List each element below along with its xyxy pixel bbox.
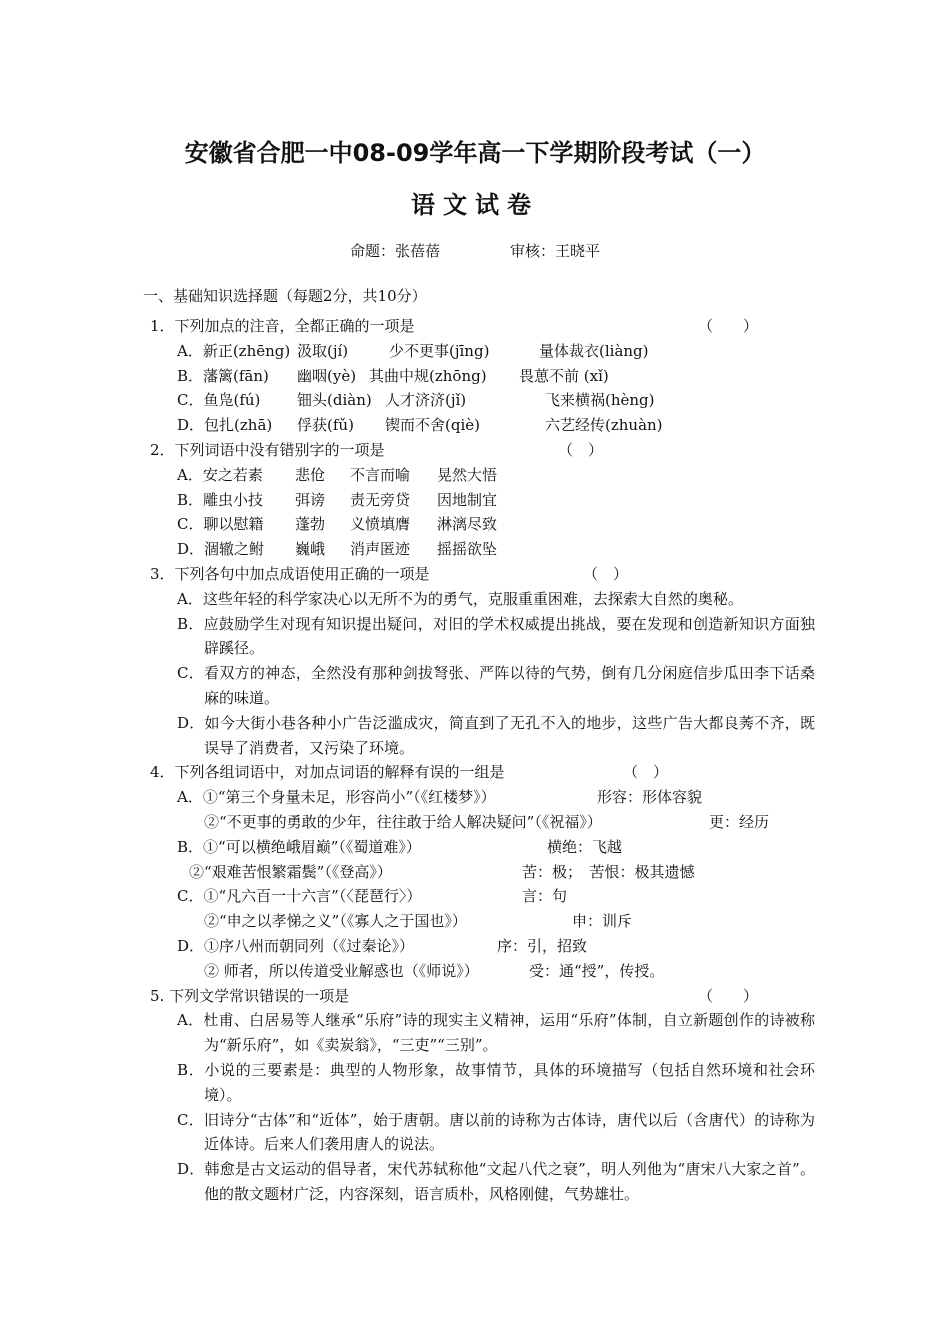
text-segment: A．安之若素 bbox=[177, 465, 263, 484]
text-segment: 汲取(jí) bbox=[297, 341, 349, 360]
question-4 bbox=[150, 760, 815, 785]
option-a: A．杜甫、白居易等人继承“乐府”诗的现实主义精神，运用“乐府”体制，自立新题创作的诗被称为“新乐府”，如《卖炭翁》，“三吏”“三别”。 bbox=[177, 1011, 815, 1055]
option-d: D．韩愈是古文运动的倡导者，宋代苏轼称他“文起八代之衰”，明人列他为“唐宋八大家之首”。他的散文题材广泛，内容深刻，语言质朴，风格刚健，气势雄壮。 bbox=[177, 1160, 815, 1203]
text-segment: 淋漓尽致 bbox=[437, 515, 498, 534]
option-c bbox=[177, 512, 815, 537]
text-segment: 其曲中规(zhōng) bbox=[369, 366, 487, 385]
text-segment: 钿头(diàn) bbox=[297, 391, 372, 410]
question-5 bbox=[150, 984, 815, 1009]
text-segment: 受：通“授”，传授。 bbox=[529, 961, 665, 980]
text-segment: A．①“第三个身量未足，形容尚小”（《红楼梦》） bbox=[177, 788, 496, 807]
text-segment: C．聊以慰籍 bbox=[177, 515, 264, 534]
option-c: C．旧诗分“古体”和“近体”，始于唐朝。唐以前的诗称为古体诗，唐代以后（含唐代）的诗称为近体诗。后来人们袭用唐人的说法。 bbox=[177, 1110, 815, 1154]
section-heading: 一、基础知识选择题（每题2分，共10分） bbox=[143, 287, 427, 305]
exam-subtitle: 语文试卷 bbox=[411, 191, 539, 219]
text-segment: 更：经历 bbox=[709, 812, 770, 831]
option-d bbox=[177, 537, 815, 562]
exam-title: 安徽省合肥一中08-09学年高一下学期阶段考试（一） bbox=[184, 139, 766, 167]
text-segment: 俘获(fǔ) bbox=[297, 416, 354, 435]
option-c-2 bbox=[177, 909, 815, 934]
question-3-options bbox=[150, 587, 815, 761]
text-segment: ②“艰难苦恨繁霜鬓”（《登高》） bbox=[189, 862, 392, 881]
text-segment: 幽咽(yè) bbox=[297, 366, 357, 385]
option-b: B．应鼓励学生对现有知识提出疑问，对旧的学术权威提出挑战，要在发现和创造新知识方面独辟蹊径。 bbox=[177, 614, 815, 658]
text-segment: 横绝：飞越 bbox=[547, 837, 623, 856]
text-segment: 消声匿迹 bbox=[350, 540, 411, 559]
author: 命题：张蓓蓓 bbox=[349, 242, 440, 260]
option-a bbox=[177, 339, 815, 364]
option-b-2 bbox=[177, 860, 815, 885]
text-segment: 形容：形体容貌 bbox=[597, 788, 703, 807]
text-segment: A．新正(zhēng) bbox=[177, 341, 291, 360]
option-c-1 bbox=[177, 884, 815, 909]
text-segment: 畏葸不前 (xǐ) bbox=[519, 366, 609, 385]
question-stem: 5. 下列文学常识错误的一项是 bbox=[150, 986, 350, 1005]
text-segment: 言：句 bbox=[522, 887, 568, 906]
text-segment: 义愤填膺 bbox=[350, 515, 411, 534]
option-b-1 bbox=[177, 835, 815, 860]
answer-paren: （ ） bbox=[583, 564, 629, 583]
text-segment: ②“申之以孝悌之义”（《寡人之于国也》） bbox=[204, 912, 467, 931]
option-d: D．如今大街小巷各种小广告泛滥成灾，简直到了无孔不入的地步，这些广告大都良莠不齐，既误导了消费者，又污染了环境。 bbox=[177, 713, 815, 757]
option-c: C．看双方的神态，全然没有那种剑拔弩张、严阵以待的气势，倒有几分闲庭信步瓜田李下话桑麻的味道。 bbox=[177, 664, 815, 707]
question-stem: 3．下列各句中加点成语使用正确的一项是 bbox=[150, 564, 430, 583]
text-segment: B．①“可以横绝峨眉巅”（《蜀道难》） bbox=[177, 837, 421, 856]
author-line bbox=[0, 240, 950, 261]
question-stem: 2．下列词语中没有错别字的一项是 bbox=[150, 440, 385, 459]
option-a: A．这些年轻的科学家决心以无所不为的勇气，克服重重困难，去探索大自然的奥秘。 bbox=[177, 589, 743, 608]
answer-paren: （ ） bbox=[698, 317, 759, 335]
text-segment: 序：引，招致 bbox=[497, 936, 588, 955]
answer-paren: （ ） bbox=[698, 986, 759, 1005]
question-stem: 4．下列各组词语中，对加点词语的解释有误的一组是 bbox=[150, 763, 505, 782]
answer-paren: （ ） bbox=[558, 440, 604, 459]
text-segment: 因地制宜 bbox=[437, 490, 498, 509]
text-segment: D．①序八州而朝同列（《过秦论》） bbox=[177, 936, 415, 955]
questions bbox=[150, 314, 815, 1207]
text-segment: 少不更事(jīng) bbox=[389, 341, 490, 360]
text-segment: 锲而不舍(qiè) bbox=[385, 416, 480, 435]
question-4-options bbox=[150, 785, 815, 983]
text-segment: 飞来横祸(hèng) bbox=[545, 391, 655, 410]
answer-paren: （ ） bbox=[623, 763, 669, 782]
text-segment: C．鱼凫(fú) bbox=[177, 391, 261, 410]
option-d bbox=[177, 413, 815, 438]
option-a bbox=[177, 463, 815, 488]
option-b: B．小说的三要素是：典型的人物形象，故事情节，具体的环境描写（包括自然环境和社会环境）。 bbox=[177, 1060, 815, 1104]
option-b bbox=[177, 364, 815, 389]
question-2 bbox=[150, 438, 815, 463]
text-segment: C．①“凡六百一十六言”（〈琵琶行〉） bbox=[177, 887, 422, 906]
text-segment: B．雕虫小技 bbox=[177, 490, 264, 509]
text-segment: 巍峨 bbox=[295, 540, 326, 559]
question-1-options bbox=[150, 339, 815, 438]
text-segment: B．藩篱(fān) bbox=[177, 366, 269, 385]
text-segment: 弭谤 bbox=[295, 490, 326, 509]
text-segment: 申：训斥 bbox=[572, 912, 633, 931]
question-5-options bbox=[150, 1008, 815, 1206]
text-segment: 晃然大悟 bbox=[437, 465, 498, 484]
text-segment: 蓬勃 bbox=[295, 515, 326, 534]
question-1 bbox=[150, 314, 815, 339]
text-segment: 苦：极； 苦恨：极其遗憾 bbox=[522, 862, 695, 881]
question-2-options bbox=[150, 463, 815, 562]
text-segment: D．包扎(zhā) bbox=[177, 416, 273, 435]
option-d-2 bbox=[177, 959, 815, 984]
option-a-1 bbox=[177, 785, 815, 810]
text-segment: 责无旁贷 bbox=[350, 490, 411, 509]
option-c bbox=[177, 388, 815, 413]
text-segment: ② 师者，所以传道受业解惑也（《师说》） bbox=[204, 961, 479, 980]
text-segment: 六艺经传(zhuàn) bbox=[545, 416, 663, 435]
question-stem: 1．下列加点的注音，全都正确的一项是 bbox=[150, 317, 415, 335]
reviewer: 审核：王晓平 bbox=[510, 242, 601, 260]
option-d-1 bbox=[177, 934, 815, 959]
text-segment: 摇摇欲坠 bbox=[437, 540, 498, 559]
option-b bbox=[177, 488, 815, 513]
text-segment: ②“不更事的勇敢的少年，往往敢于给人解决疑问”（《祝福》） bbox=[204, 812, 602, 831]
text-segment: 量体裁衣(liàng) bbox=[539, 341, 649, 360]
text-segment: 不言而喻 bbox=[350, 465, 411, 484]
text-segment: 悲伧 bbox=[295, 465, 326, 484]
text-segment: 人才济济(jǐ) bbox=[385, 391, 467, 410]
option-a-2 bbox=[177, 810, 815, 835]
question-3 bbox=[150, 562, 815, 587]
text-segment: D．涸辙之鲋 bbox=[177, 540, 265, 559]
